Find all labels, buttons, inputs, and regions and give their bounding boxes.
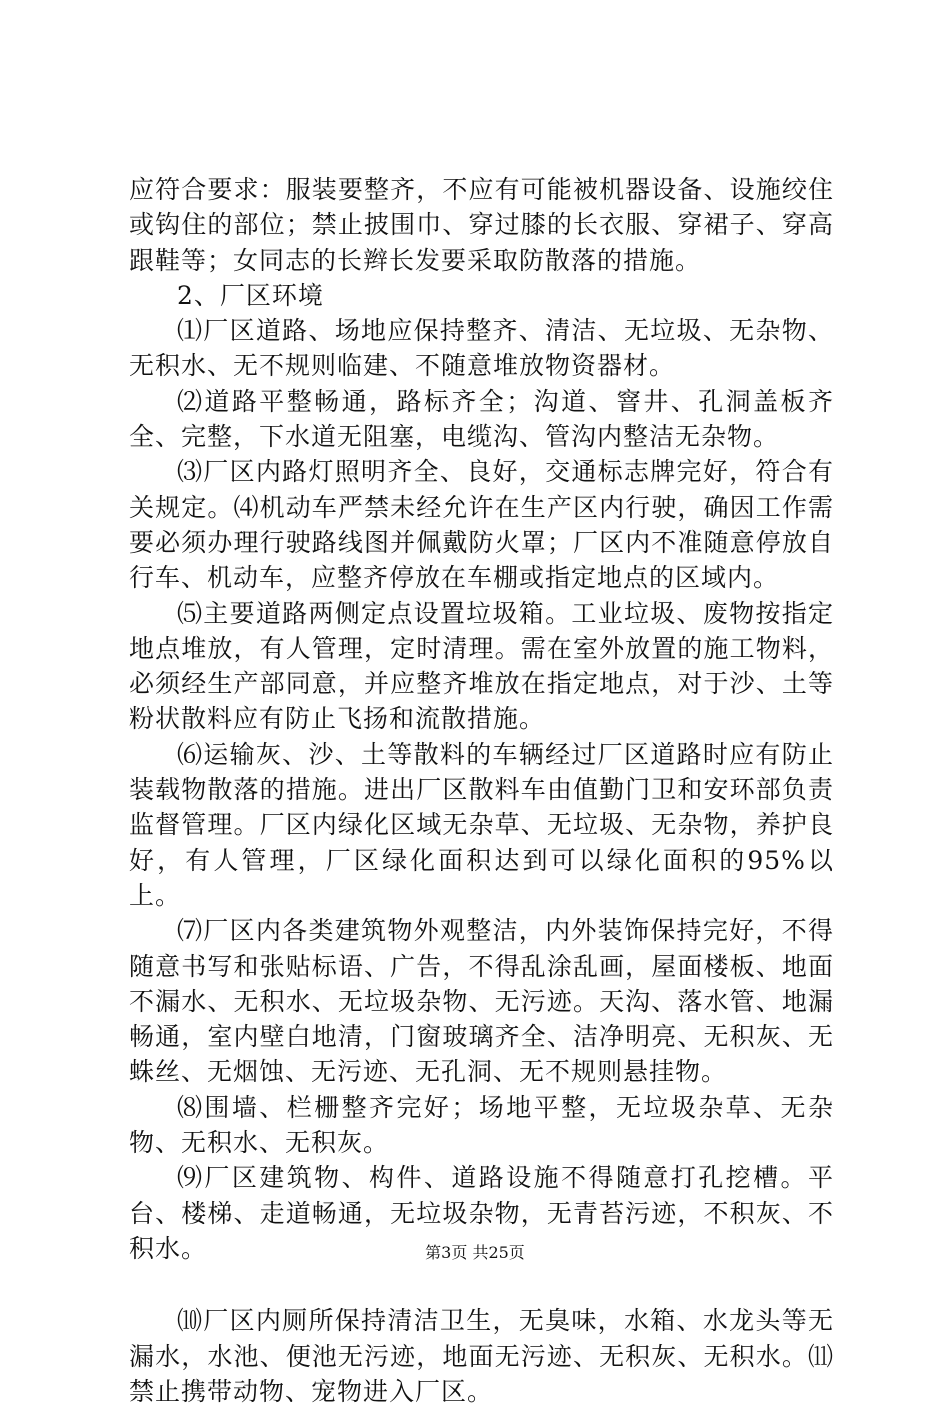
paragraph-item-6: ⑹运输灰、沙、土等散料的车辆经过厂区道路时应有防止装载物散落的措施。进出厂区散料车由值勤门卫和安环部负责监督管理。厂区内绿化区域无杂草、无垃圾、无杂物，养护良好，有人管理，厂区绿化面积达到可以绿化面积的95%以上。 (129, 739, 834, 910)
paragraph-item-9: ⑼厂区建筑物、构件、道路设施不得随意打孔挖槽。平台、楼梯、走道畅通，无垃圾杂物，无青苔污迹，不积灰、不积水。 (129, 1163, 834, 1263)
section-heading: 2、厂区环境 (177, 280, 324, 310)
paragraph-continuation: 应符合要求：服装要整齐，不应有可能被机器设备、设施绞住或钩住的部位；禁止披围巾、穿过膝的长衣服、穿裙子、穿高跟鞋等；女同志的长辫长发要采取防散落的措施。 (129, 175, 834, 275)
paragraph-item-10-11: ⑽厂区内厕所保持清洁卫生，无臭味，水箱、水龙头等无漏水，水池、便池无污迹，地面无污迹、无积灰、无积水。⑾禁止携带动物、宠物进入厂区。 (129, 1306, 834, 1406)
paragraph-item-5: ⑸主要道路两侧定点设置垃圾箱。工业垃圾、废物按指定地点堆放，有人管理，定时清理。需在室外放置的施工物料，必须经生产部同意，并应整齐堆放在指定地点，对于沙、土等粉状散料应有防止飞扬和流散措施。 (129, 598, 834, 734)
paragraph-item-2: ⑵道路平整畅通，路标齐全；沟道、窨井、孔洞盖板齐全、完整，下水道无阻塞，电缆沟、管沟内整洁无杂物。 (129, 386, 834, 452)
paragraph-item-7: ⑺厂区内各类建筑物外观整洁，内外装饰保持完好，不得随意书写和张贴标语、广告，不得乱涂乱画，屋面楼板、地面不漏水、无积水、无垃圾杂物、无污迹。天沟、落水管、地漏畅通，室内壁白地清，门窗玻璃齐全、洁净明亮、无积灰、无蛛丝、无烟蚀、无污迹、无孔洞、无不规则悬挂物。 (129, 916, 834, 1087)
page-footer: 第3页 共25页 (425, 1243, 525, 1262)
paragraph-item-3-4: ⑶厂区内路灯照明齐全、良好，交通标志牌完好，符合有关规定。⑷机动车严禁未经允许在生产区内行驶，确因工作需要必须办理行驶路线图并佩戴防火罩；厂区内不准随意停放自行车、机动车，应整齐停放在车棚或指定地点的区域内。 (129, 457, 834, 593)
paragraph-item-1: ⑴厂区道路、场地应保持整齐、清洁、无垃圾、无杂物、无积水、无不规则临建、不随意堆放物资器材。 (129, 316, 834, 381)
document-body (129, 172, 834, 1409)
paragraph-item-8: ⑻围墙、栏栅整齐完好；场地平整，无垃圾杂草、无杂物、无积水、无积灰。 (129, 1092, 834, 1158)
